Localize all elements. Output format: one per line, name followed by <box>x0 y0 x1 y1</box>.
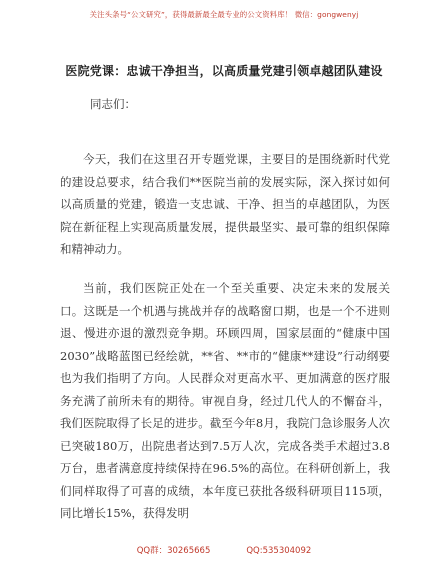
document-title: 医院党课：忠诚干净担当，以高质量党建引领卓越团队建设 <box>65 64 383 78</box>
footer-contacts <box>0 544 448 556</box>
promo-banner: 关注头条号“公文研究”，获得最新最全最专业的公文资料库！ 微信：gongwenyj <box>89 10 359 19</box>
salutation: 同志们： <box>90 97 136 111</box>
paragraph-1: 今天，我们在这里召开专题党课，主要目的是围绕新时代党的建设总要求，结合我们**医院当前的发展实际，深入探讨如何以高质量的党建，锻造一支忠诚、干净、担当的卓越团队，为医院在新征程上实现高质量发展，提供最坚实、最可靠的组织保障和精神动力。 <box>60 152 390 256</box>
qq-group-1: QQ群：30265665 <box>136 546 211 556</box>
qq-group-2: QQ:535304092 <box>246 546 312 556</box>
paragraph-2: 当前，我们医院正处在一个至关重要、决定未来的发展关口。这既是一个机遇与挑战并存的战略窗口期，也是一个不进则退、慢进亦退的激烈竞争期。环顾四周，国家层面的“健康中国2030”战略蓝图已经绘就，**省、**市的“健康**建设”行动纲要也为我们指明了方向。人民群众对更高水平、更加满意的医疗服务充满了前所未有的期待。审视自身，经过几代人的不懈奋斗，我们医院取得了长足的进步。截至今年8月，我院门急诊服务人次已突破180万，出院患者达到7.5万人次，完成各类手术超过3.8万台，患者满意度持续保持在96.5%的高位。在科研创新上，我们同样取得了可喜的成绩，本年度已获批各级科研项目115项，同比增长15%，获得发明 <box>60 281 390 520</box>
